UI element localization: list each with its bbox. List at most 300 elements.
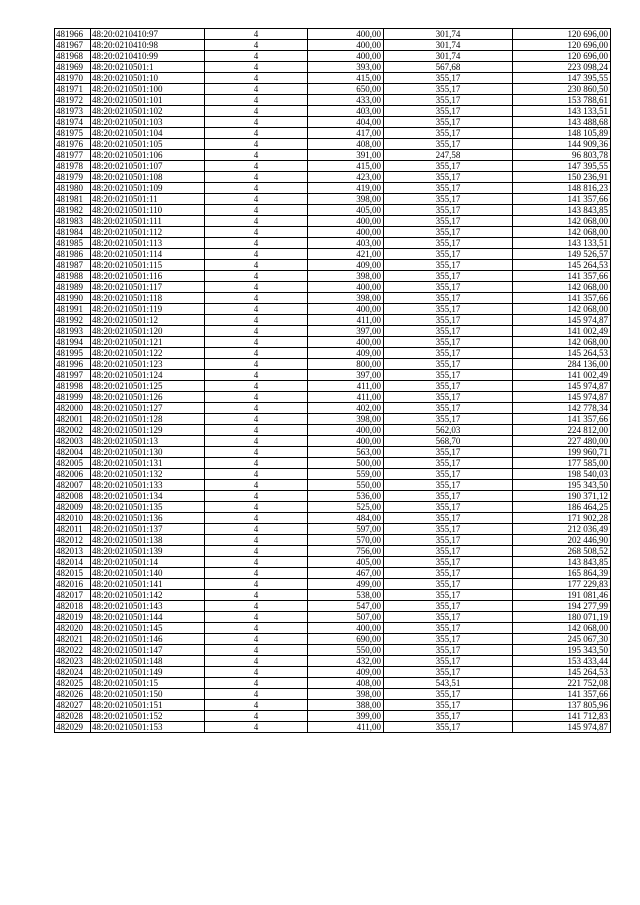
table-row — [55, 260, 611, 271]
row-number-cell: 481986 — [55, 249, 91, 260]
cadastral-value-cell: 198 540,03 — [513, 469, 611, 480]
cadastral-value-cell: 142 068,00 — [513, 216, 611, 227]
table-row — [55, 711, 611, 722]
category-cell: 4 — [205, 194, 308, 205]
row-number-cell: 481989 — [55, 282, 91, 293]
cadastral-number-cell: 48:20:0210501:146 — [91, 634, 205, 645]
table-row — [55, 667, 611, 678]
cadastral-value-cell: 143 133,51 — [513, 238, 611, 249]
cadastral-value-cell: 142 068,00 — [513, 623, 611, 634]
row-number-cell: 482026 — [55, 689, 91, 700]
unit-value-cell: 247,58 — [384, 150, 513, 161]
row-number-cell: 481972 — [55, 95, 91, 106]
cadastral-value-cell: 245 067,30 — [513, 634, 611, 645]
category-cell: 4 — [205, 359, 308, 370]
cadastral-value-cell: 284 136,00 — [513, 359, 611, 370]
row-number-cell: 481990 — [55, 293, 91, 304]
area-cell: 400,00 — [308, 40, 384, 51]
table-row — [55, 535, 611, 546]
area-cell: 411,00 — [308, 392, 384, 403]
row-number-cell: 482008 — [55, 491, 91, 502]
cadastral-number-cell: 48:20:0210501:129 — [91, 425, 205, 436]
cadastral-value-cell: 141 712,83 — [513, 711, 611, 722]
cadastral-number-cell: 48:20:0210501:137 — [91, 524, 205, 535]
row-number-cell: 481988 — [55, 271, 91, 282]
row-number-cell: 481969 — [55, 62, 91, 73]
table-row — [55, 689, 611, 700]
table-row — [55, 722, 611, 733]
unit-value-cell: 355,17 — [384, 359, 513, 370]
row-number-cell: 481997 — [55, 370, 91, 381]
area-cell: 559,00 — [308, 469, 384, 480]
cadastral-value-cell: 148 105,89 — [513, 128, 611, 139]
category-cell: 4 — [205, 106, 308, 117]
cadastral-number-cell: 48:20:0210501:144 — [91, 612, 205, 623]
category-cell: 4 — [205, 689, 308, 700]
category-cell: 4 — [205, 700, 308, 711]
cadastral-number-cell: 48:20:0210501:100 — [91, 84, 205, 95]
row-number-cell: 482022 — [55, 645, 91, 656]
row-number-cell: 482029 — [55, 722, 91, 733]
area-cell: 398,00 — [308, 194, 384, 205]
unit-value-cell: 355,17 — [384, 491, 513, 502]
cadastral-value-cell: 141 357,66 — [513, 194, 611, 205]
cadastral-number-cell: 48:20:0210501:123 — [91, 359, 205, 370]
unit-value-cell: 543,51 — [384, 678, 513, 689]
category-cell: 4 — [205, 227, 308, 238]
row-number-cell: 482028 — [55, 711, 91, 722]
area-cell: 597,00 — [308, 524, 384, 535]
table-row — [55, 194, 611, 205]
table-row — [55, 95, 611, 106]
cadastral-number-cell: 48:20:0210501:139 — [91, 546, 205, 557]
cadastral-value-table — [54, 28, 611, 733]
table-row — [55, 370, 611, 381]
category-cell: 4 — [205, 535, 308, 546]
cadastral-number-cell: 48:20:0210501:118 — [91, 293, 205, 304]
table-row — [55, 326, 611, 337]
cadastral-number-cell: 48:20:0210501:117 — [91, 282, 205, 293]
area-cell: 538,00 — [308, 590, 384, 601]
cadastral-number-cell: 48:20:0210501:132 — [91, 469, 205, 480]
cadastral-value-cell: 141 357,66 — [513, 293, 611, 304]
category-cell: 4 — [205, 139, 308, 150]
row-number-cell: 482009 — [55, 502, 91, 513]
category-cell: 4 — [205, 282, 308, 293]
table-row — [55, 392, 611, 403]
cadastral-number-cell: 48:20:0210501:141 — [91, 579, 205, 590]
table-row — [55, 51, 611, 62]
row-number-cell: 481998 — [55, 381, 91, 392]
category-cell: 4 — [205, 612, 308, 623]
category-cell: 4 — [205, 403, 308, 414]
cadastral-value-cell: 195 343,50 — [513, 645, 611, 656]
cadastral-number-cell: 48:20:0210501:150 — [91, 689, 205, 700]
area-cell: 570,00 — [308, 535, 384, 546]
table-row — [55, 634, 611, 645]
unit-value-cell: 355,17 — [384, 326, 513, 337]
unit-value-cell: 355,17 — [384, 271, 513, 282]
row-number-cell: 482002 — [55, 425, 91, 436]
table-row — [55, 645, 611, 656]
unit-value-cell: 355,17 — [384, 139, 513, 150]
unit-value-cell: 301,74 — [384, 29, 513, 40]
row-number-cell: 481995 — [55, 348, 91, 359]
table-row — [55, 568, 611, 579]
area-cell: 408,00 — [308, 678, 384, 689]
row-number-cell: 481993 — [55, 326, 91, 337]
unit-value-cell: 355,17 — [384, 260, 513, 271]
cadastral-value-cell: 120 696,00 — [513, 40, 611, 51]
area-cell: 402,00 — [308, 403, 384, 414]
category-cell: 4 — [205, 183, 308, 194]
table-row — [55, 458, 611, 469]
category-cell: 4 — [205, 623, 308, 634]
unit-value-cell: 355,17 — [384, 370, 513, 381]
table-row — [55, 656, 611, 667]
table-row — [55, 205, 611, 216]
row-number-cell: 482007 — [55, 480, 91, 491]
cadastral-number-cell: 48:20:0210501:114 — [91, 249, 205, 260]
area-cell: 400,00 — [308, 227, 384, 238]
table-row — [55, 700, 611, 711]
category-cell: 4 — [205, 117, 308, 128]
category-cell: 4 — [205, 480, 308, 491]
area-cell: 547,00 — [308, 601, 384, 612]
unit-value-cell: 355,17 — [384, 172, 513, 183]
table-row — [55, 40, 611, 51]
table-row — [55, 315, 611, 326]
table-row — [55, 612, 611, 623]
table-row — [55, 469, 611, 480]
cadastral-value-cell: 195 343,50 — [513, 480, 611, 491]
row-number-cell: 481999 — [55, 392, 91, 403]
table-row — [55, 491, 611, 502]
row-number-cell: 482016 — [55, 579, 91, 590]
unit-value-cell: 355,17 — [384, 73, 513, 84]
unit-value-cell: 355,17 — [384, 293, 513, 304]
cadastral-number-cell: 48:20:0210501:149 — [91, 667, 205, 678]
area-cell: 650,00 — [308, 84, 384, 95]
table-row — [55, 403, 611, 414]
area-cell: 403,00 — [308, 238, 384, 249]
unit-value-cell: 355,17 — [384, 623, 513, 634]
cadastral-value-cell: 141 002,49 — [513, 326, 611, 337]
row-number-cell: 482021 — [55, 634, 91, 645]
unit-value-cell: 301,74 — [384, 51, 513, 62]
cadastral-number-cell: 48:20:0210501:103 — [91, 117, 205, 128]
cadastral-value-cell: 143 133,51 — [513, 106, 611, 117]
cadastral-number-cell: 48:20:0210501:130 — [91, 447, 205, 458]
area-cell: 536,00 — [308, 491, 384, 502]
cadastral-value-cell: 177 229,83 — [513, 579, 611, 590]
unit-value-cell: 355,17 — [384, 700, 513, 711]
cadastral-number-cell: 48:20:0210501:105 — [91, 139, 205, 150]
row-number-cell: 481973 — [55, 106, 91, 117]
category-cell: 4 — [205, 711, 308, 722]
cadastral-value-cell: 224 812,00 — [513, 425, 611, 436]
cadastral-number-cell: 48:20:0210501:111 — [91, 216, 205, 227]
table-row — [55, 546, 611, 557]
table-row — [55, 601, 611, 612]
category-cell: 4 — [205, 304, 308, 315]
area-cell: 403,00 — [308, 106, 384, 117]
row-number-cell: 482000 — [55, 403, 91, 414]
area-cell: 467,00 — [308, 568, 384, 579]
table-row — [55, 348, 611, 359]
table-row — [55, 106, 611, 117]
category-cell: 4 — [205, 601, 308, 612]
cadastral-number-cell: 48:20:0210501:126 — [91, 392, 205, 403]
category-cell: 4 — [205, 381, 308, 392]
cadastral-value-cell: 223 098,24 — [513, 62, 611, 73]
category-cell: 4 — [205, 73, 308, 84]
category-cell: 4 — [205, 51, 308, 62]
cadastral-number-cell: 48:20:0210501:115 — [91, 260, 205, 271]
area-cell: 484,00 — [308, 513, 384, 524]
cadastral-number-cell: 48:20:0210501:113 — [91, 238, 205, 249]
cadastral-value-cell: 194 277,99 — [513, 601, 611, 612]
table-row — [55, 216, 611, 227]
category-cell: 4 — [205, 370, 308, 381]
cadastral-value-cell: 186 464,25 — [513, 502, 611, 513]
row-number-cell: 481974 — [55, 117, 91, 128]
table-row — [55, 502, 611, 513]
cadastral-value-cell: 190 371,12 — [513, 491, 611, 502]
unit-value-cell: 355,17 — [384, 414, 513, 425]
cadastral-number-cell: 48:20:0210501:14 — [91, 557, 205, 568]
area-cell: 433,00 — [308, 95, 384, 106]
cadastral-value-cell: 141 002,49 — [513, 370, 611, 381]
row-number-cell: 482004 — [55, 447, 91, 458]
category-cell: 4 — [205, 524, 308, 535]
category-cell: 4 — [205, 656, 308, 667]
table-row — [55, 117, 611, 128]
cadastral-value-cell: 143 843,85 — [513, 205, 611, 216]
cadastral-value-cell: 177 585,00 — [513, 458, 611, 469]
cadastral-value-cell: 145 974,87 — [513, 315, 611, 326]
unit-value-cell: 355,17 — [384, 95, 513, 106]
cadastral-value-cell: 143 843,85 — [513, 557, 611, 568]
row-number-cell: 481968 — [55, 51, 91, 62]
category-cell: 4 — [205, 458, 308, 469]
row-number-cell: 482014 — [55, 557, 91, 568]
table-row — [55, 29, 611, 40]
cadastral-value-cell: 145 264,53 — [513, 348, 611, 359]
category-cell: 4 — [205, 84, 308, 95]
table-row — [55, 557, 611, 568]
table-body — [55, 29, 611, 733]
unit-value-cell: 355,17 — [384, 634, 513, 645]
cadastral-number-cell: 48:20:0210501:134 — [91, 491, 205, 502]
unit-value-cell: 567,68 — [384, 62, 513, 73]
row-number-cell: 481966 — [55, 29, 91, 40]
category-cell: 4 — [205, 40, 308, 51]
table-row — [55, 513, 611, 524]
cadastral-number-cell: 48:20:0210501:128 — [91, 414, 205, 425]
cadastral-number-cell: 48:20:0210501:120 — [91, 326, 205, 337]
category-cell: 4 — [205, 436, 308, 447]
cadastral-value-cell: 142 778,34 — [513, 403, 611, 414]
row-number-cell: 482010 — [55, 513, 91, 524]
cadastral-value-cell: 145 264,53 — [513, 260, 611, 271]
table-row — [55, 524, 611, 535]
document-sheet — [54, 28, 610, 733]
row-number-cell: 481976 — [55, 139, 91, 150]
area-cell: 400,00 — [308, 436, 384, 447]
unit-value-cell: 355,17 — [384, 458, 513, 469]
row-number-cell: 482001 — [55, 414, 91, 425]
category-cell: 4 — [205, 271, 308, 282]
area-cell: 398,00 — [308, 271, 384, 282]
area-cell: 400,00 — [308, 337, 384, 348]
row-number-cell: 481981 — [55, 194, 91, 205]
cadastral-value-cell: 150 236,91 — [513, 172, 611, 183]
unit-value-cell: 355,17 — [384, 238, 513, 249]
cadastral-number-cell: 48:20:0210501:121 — [91, 337, 205, 348]
category-cell: 4 — [205, 678, 308, 689]
area-cell: 432,00 — [308, 656, 384, 667]
cadastral-value-cell: 180 071,19 — [513, 612, 611, 623]
area-cell: 404,00 — [308, 117, 384, 128]
row-number-cell: 482019 — [55, 612, 91, 623]
area-cell: 411,00 — [308, 722, 384, 733]
category-cell: 4 — [205, 161, 308, 172]
category-cell: 4 — [205, 216, 308, 227]
table-row — [55, 623, 611, 634]
category-cell: 4 — [205, 590, 308, 601]
cadastral-number-cell: 48:20:0210501:125 — [91, 381, 205, 392]
unit-value-cell: 355,17 — [384, 106, 513, 117]
unit-value-cell: 568,70 — [384, 436, 513, 447]
cadastral-value-cell: 141 357,66 — [513, 689, 611, 700]
row-number-cell: 481987 — [55, 260, 91, 271]
cadastral-number-cell: 48:20:0210501:107 — [91, 161, 205, 172]
cadastral-value-cell: 120 696,00 — [513, 51, 611, 62]
area-cell: 419,00 — [308, 183, 384, 194]
table-row — [55, 447, 611, 458]
row-number-cell: 482017 — [55, 590, 91, 601]
category-cell: 4 — [205, 205, 308, 216]
cadastral-number-cell: 48:20:0210501:140 — [91, 568, 205, 579]
cadastral-number-cell: 48:20:0210501:147 — [91, 645, 205, 656]
row-number-cell: 481971 — [55, 84, 91, 95]
cadastral-value-cell: 199 960,71 — [513, 447, 611, 458]
category-cell: 4 — [205, 447, 308, 458]
row-number-cell: 481978 — [55, 161, 91, 172]
cadastral-value-cell: 149 526,57 — [513, 249, 611, 260]
category-cell: 4 — [205, 414, 308, 425]
row-number-cell: 482003 — [55, 436, 91, 447]
area-cell: 409,00 — [308, 667, 384, 678]
category-cell: 4 — [205, 513, 308, 524]
category-cell: 4 — [205, 469, 308, 480]
category-cell: 4 — [205, 337, 308, 348]
row-number-cell: 482013 — [55, 546, 91, 557]
category-cell: 4 — [205, 249, 308, 260]
cadastral-number-cell: 48:20:0210501:143 — [91, 601, 205, 612]
category-cell: 4 — [205, 128, 308, 139]
unit-value-cell: 355,17 — [384, 502, 513, 513]
table-row — [55, 304, 611, 315]
cadastral-value-cell: 142 068,00 — [513, 337, 611, 348]
unit-value-cell: 355,17 — [384, 227, 513, 238]
cadastral-number-cell: 48:20:0210501:142 — [91, 590, 205, 601]
cadastral-number-cell: 48:20:0210501:112 — [91, 227, 205, 238]
table-row — [55, 579, 611, 590]
cadastral-value-cell: 137 805,96 — [513, 700, 611, 711]
area-cell: 415,00 — [308, 161, 384, 172]
table-row — [55, 128, 611, 139]
area-cell: 405,00 — [308, 557, 384, 568]
table-row — [55, 678, 611, 689]
table-row — [55, 150, 611, 161]
row-number-cell: 481982 — [55, 205, 91, 216]
category-cell: 4 — [205, 502, 308, 513]
row-number-cell: 482011 — [55, 524, 91, 535]
row-number-cell: 482006 — [55, 469, 91, 480]
cadastral-number-cell: 48:20:0210501:104 — [91, 128, 205, 139]
cadastral-number-cell: 48:20:0210501:1 — [91, 62, 205, 73]
category-cell: 4 — [205, 579, 308, 590]
cadastral-number-cell: 48:20:0210501:102 — [91, 106, 205, 117]
unit-value-cell: 355,17 — [384, 348, 513, 359]
row-number-cell: 481994 — [55, 337, 91, 348]
cadastral-value-cell: 153 433,44 — [513, 656, 611, 667]
cadastral-number-cell: 48:20:0210501:127 — [91, 403, 205, 414]
cadastral-number-cell: 48:20:0210501:131 — [91, 458, 205, 469]
cadastral-value-cell: 142 068,00 — [513, 227, 611, 238]
row-number-cell: 481985 — [55, 238, 91, 249]
unit-value-cell: 355,17 — [384, 590, 513, 601]
cadastral-number-cell: 48:20:0210501:153 — [91, 722, 205, 733]
area-cell: 398,00 — [308, 689, 384, 700]
unit-value-cell: 301,74 — [384, 40, 513, 51]
cadastral-number-cell: 48:20:0210501:122 — [91, 348, 205, 359]
category-cell: 4 — [205, 491, 308, 502]
unit-value-cell: 355,17 — [384, 535, 513, 546]
area-cell: 415,00 — [308, 73, 384, 84]
unit-value-cell: 355,17 — [384, 612, 513, 623]
area-cell: 400,00 — [308, 425, 384, 436]
unit-value-cell: 355,17 — [384, 183, 513, 194]
unit-value-cell: 355,17 — [384, 161, 513, 172]
area-cell: 550,00 — [308, 480, 384, 491]
table-row — [55, 590, 611, 601]
cadastral-value-cell: 147 395,55 — [513, 161, 611, 172]
unit-value-cell: 355,17 — [384, 194, 513, 205]
table-row — [55, 62, 611, 73]
unit-value-cell: 355,17 — [384, 337, 513, 348]
unit-value-cell: 355,17 — [384, 722, 513, 733]
cadastral-number-cell: 48:20:0210501:109 — [91, 183, 205, 194]
area-cell: 756,00 — [308, 546, 384, 557]
unit-value-cell: 355,17 — [384, 84, 513, 95]
cadastral-value-cell: 142 068,00 — [513, 282, 611, 293]
cadastral-value-cell: 143 488,68 — [513, 117, 611, 128]
category-cell: 4 — [205, 62, 308, 73]
unit-value-cell: 355,17 — [384, 645, 513, 656]
unit-value-cell: 355,17 — [384, 392, 513, 403]
category-cell: 4 — [205, 260, 308, 271]
category-cell: 4 — [205, 348, 308, 359]
cadastral-number-cell: 48:20:0210501:106 — [91, 150, 205, 161]
unit-value-cell: 355,17 — [384, 579, 513, 590]
category-cell: 4 — [205, 568, 308, 579]
area-cell: 400,00 — [308, 51, 384, 62]
cadastral-number-cell: 48:20:0210410:99 — [91, 51, 205, 62]
category-cell: 4 — [205, 722, 308, 733]
